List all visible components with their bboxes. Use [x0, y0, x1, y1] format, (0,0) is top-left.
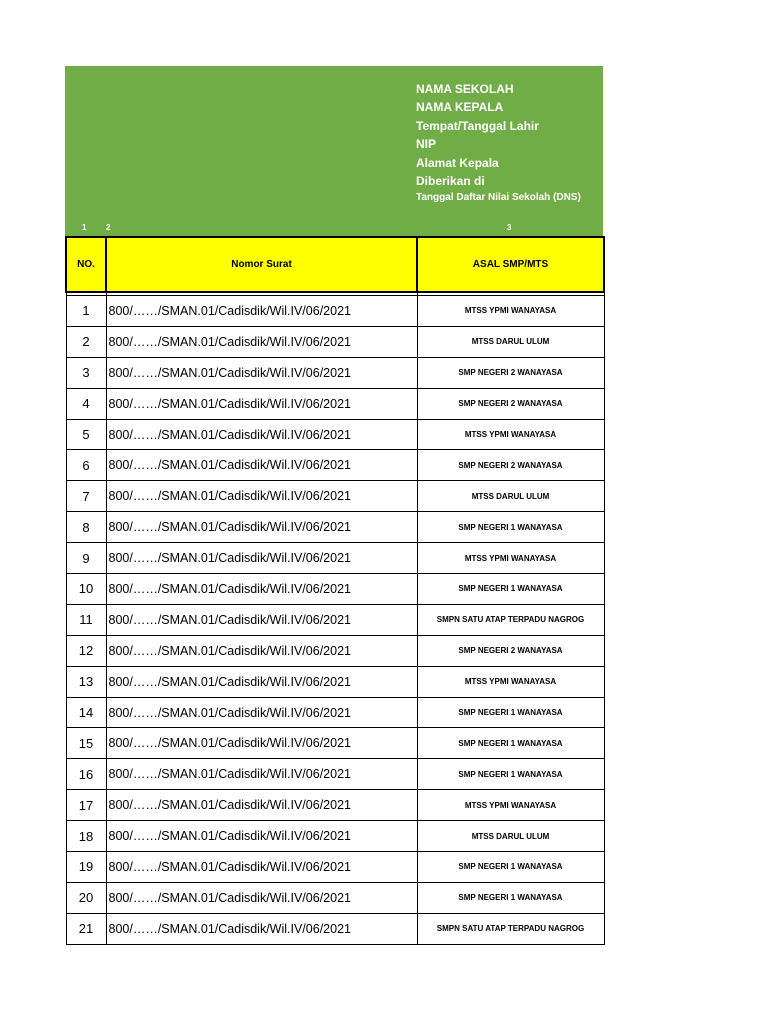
row-asal-sekolah: MTSS DARUL ULUM: [417, 326, 604, 357]
row-nomor-surat: 800/……/SMAN.01/Cadisdik/Wil.IV/06/2021: [106, 419, 417, 450]
table-row: [66, 821, 604, 852]
row-asal-sekolah: SMP NEGERI 2 WANAYASA: [417, 635, 604, 666]
row-asal-sekolah: SMP NEGERI 1 WANAYASA: [417, 512, 604, 543]
table-row: [66, 666, 604, 697]
row-nomor-surat: 800/……/SMAN.01/Cadisdik/Wil.IV/06/2021: [106, 852, 417, 883]
row-nomor-surat: 800/……/SMAN.01/Cadisdik/Wil.IV/06/2021: [106, 821, 417, 852]
row-nomor-surat: 800/……/SMAN.01/Cadisdik/Wil.IV/06/2021: [106, 635, 417, 666]
row-number: 15: [66, 728, 106, 759]
table-row: [66, 882, 604, 913]
table-row: [66, 296, 604, 327]
row-asal-sekolah: SMP NEGERI 2 WANAYASA: [417, 450, 604, 481]
table-row: [66, 697, 604, 728]
row-number: 20: [66, 882, 106, 913]
table-row: [66, 604, 604, 635]
table-row: [66, 913, 604, 944]
table-row: [66, 512, 604, 543]
table-row: [66, 388, 604, 419]
row-nomor-surat: 800/……/SMAN.01/Cadisdik/Wil.IV/06/2021: [106, 882, 417, 913]
row-number: 7: [66, 481, 106, 512]
row-nomor-surat: 800/……/SMAN.01/Cadisdik/Wil.IV/06/2021: [106, 481, 417, 512]
row-number: 9: [66, 543, 106, 574]
column-header-no: NO.: [66, 237, 106, 292]
row-nomor-surat: 800/……/SMAN.01/Cadisdik/Wil.IV/06/2021: [106, 388, 417, 419]
row-asal-sekolah: SMP NEGERI 1 WANAYASA: [417, 759, 604, 790]
surat-table: [65, 236, 605, 945]
row-asal-sekolah: MTSS YPMI WANAYASA: [417, 543, 604, 574]
table-row: [66, 728, 604, 759]
row-asal-sekolah: SMP NEGERI 1 WANAYASA: [417, 852, 604, 883]
table-row: [66, 543, 604, 574]
row-asal-sekolah: SMP NEGERI 1 WANAYASA: [417, 882, 604, 913]
row-number: 19: [66, 852, 106, 883]
table-header-row: [66, 237, 604, 292]
table-row: [66, 574, 604, 605]
row-number: 4: [66, 388, 106, 419]
row-number: 6: [66, 450, 106, 481]
row-nomor-surat: 800/……/SMAN.01/Cadisdik/Wil.IV/06/2021: [106, 604, 417, 635]
table-row: [66, 326, 604, 357]
row-number: 3: [66, 357, 106, 388]
table-row: [66, 852, 604, 883]
column-header-nomor-surat: Nomor Surat: [106, 237, 417, 292]
table-row: [66, 759, 604, 790]
row-number: 21: [66, 913, 106, 944]
row-asal-sekolah: SMP NEGERI 1 WANAYASA: [417, 574, 604, 605]
info-line-tempat-tanggal-lahir: Tempat/Tanggal Lahir: [416, 118, 539, 133]
column-number-2: 2: [106, 223, 111, 232]
info-line-nip: NIP: [416, 137, 437, 152]
row-nomor-surat: 800/……/SMAN.01/Cadisdik/Wil.IV/06/2021: [106, 512, 417, 543]
row-number: 11: [66, 604, 106, 635]
row-nomor-surat: 800/……/SMAN.01/Cadisdik/Wil.IV/06/2021: [106, 790, 417, 821]
column-header-asal: ASAL SMP/MTS: [417, 237, 604, 292]
row-nomor-surat: 800/……/SMAN.01/Cadisdik/Wil.IV/06/2021: [106, 543, 417, 574]
row-asal-sekolah: MTSS YPMI WANAYASA: [417, 666, 604, 697]
row-number: 2: [66, 326, 106, 357]
row-asal-sekolah: MTSS DARUL ULUM: [417, 481, 604, 512]
row-asal-sekolah: MTSS YPMI WANAYASA: [417, 790, 604, 821]
row-nomor-surat: 800/……/SMAN.01/Cadisdik/Wil.IV/06/2021: [106, 697, 417, 728]
row-number: 17: [66, 790, 106, 821]
row-nomor-surat: 800/……/SMAN.01/Cadisdik/Wil.IV/06/2021: [106, 913, 417, 944]
table-row: [66, 790, 604, 821]
table-row: [66, 481, 604, 512]
row-number: 16: [66, 759, 106, 790]
table-row: [66, 419, 604, 450]
row-number: 5: [66, 419, 106, 450]
row-nomor-surat: 800/……/SMAN.01/Cadisdik/Wil.IV/06/2021: [106, 666, 417, 697]
row-asal-sekolah: MTSS YPMI WANAYASA: [417, 296, 604, 327]
column-number-3: 3: [507, 223, 512, 232]
row-nomor-surat: 800/……/SMAN.01/Cadisdik/Wil.IV/06/2021: [106, 296, 417, 327]
row-number: 18: [66, 821, 106, 852]
row-asal-sekolah: SMP NEGERI 2 WANAYASA: [417, 388, 604, 419]
row-asal-sekolah: SMPN SATU ATAP TERPADU NAGROG: [417, 604, 604, 635]
school-info-block: [416, 80, 606, 206]
row-number: 1: [66, 296, 106, 327]
row-nomor-surat: 800/……/SMAN.01/Cadisdik/Wil.IV/06/2021: [106, 574, 417, 605]
row-number: 14: [66, 697, 106, 728]
row-number: 13: [66, 666, 106, 697]
row-nomor-surat: 800/……/SMAN.01/Cadisdik/Wil.IV/06/2021: [106, 450, 417, 481]
row-asal-sekolah: SMPN SATU ATAP TERPADU NAGROG: [417, 913, 604, 944]
table-row: [66, 357, 604, 388]
table-row: [66, 450, 604, 481]
info-line-nama-sekolah: NAMA SEKOLAH: [416, 82, 514, 96]
row-nomor-surat: 800/……/SMAN.01/Cadisdik/Wil.IV/06/2021: [106, 759, 417, 790]
row-number: 10: [66, 574, 106, 605]
row-asal-sekolah: MTSS DARUL ULUM: [417, 821, 604, 852]
table-body: [66, 292, 604, 944]
row-nomor-surat: 800/……/SMAN.01/Cadisdik/Wil.IV/06/2021: [106, 357, 417, 388]
column-number-1: 1: [82, 223, 87, 232]
info-line-alamat-kepala: Alamat Kepala: [416, 155, 499, 170]
table-row: [66, 635, 604, 666]
row-asal-sekolah: SMP NEGERI 1 WANAYASA: [417, 697, 604, 728]
row-number: 12: [66, 635, 106, 666]
row-nomor-surat: 800/……/SMAN.01/Cadisdik/Wil.IV/06/2021: [106, 326, 417, 357]
info-line-tanggal-dns: Tanggal Daftar Nilai Sekolah (DNS): [416, 192, 581, 204]
row-asal-sekolah: MTSS YPMI WANAYASA: [417, 419, 604, 450]
row-asal-sekolah: SMP NEGERI 2 WANAYASA: [417, 357, 604, 388]
info-line-nama-kepala: NAMA KEPALA: [416, 100, 504, 115]
row-nomor-surat: 800/……/SMAN.01/Cadisdik/Wil.IV/06/2021: [106, 728, 417, 759]
info-line-diberikan-di: Diberikan di: [416, 174, 485, 189]
row-asal-sekolah: SMP NEGERI 1 WANAYASA: [417, 728, 604, 759]
row-number: 8: [66, 512, 106, 543]
